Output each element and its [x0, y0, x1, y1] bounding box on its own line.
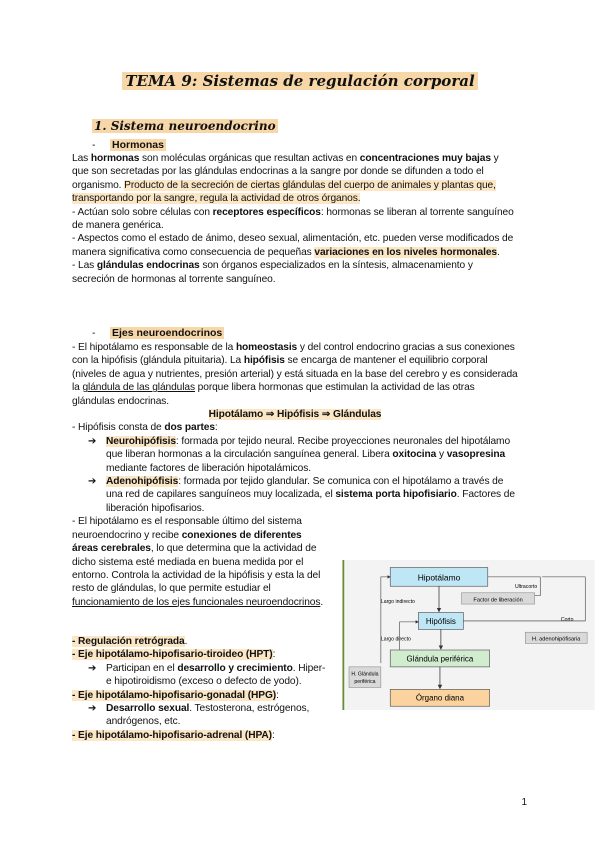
- list-regulacion: - Regulación retrógrada.: [72, 636, 188, 647]
- label-h-adenohipofisaria: H. adenohipófisaria: [532, 636, 581, 643]
- label-ultracorto: Ultracorto: [514, 584, 538, 591]
- label-largo-indirecto: Largo indirecto: [380, 599, 415, 606]
- arrow-icon: ➔: [88, 435, 97, 447]
- axis-line: Hipotálamo ⇒ Hipófisis ⇒ Glándulas: [208, 409, 382, 421]
- label-largo-directo: Largo directo: [380, 636, 411, 643]
- label-corto: Corto: [560, 616, 574, 623]
- list-item-adenohipofisis: ➔ Adenohipófisis: formada por tejido glandular. Se comunica con el hipotálamo a través de una red de capilares sanguíneos muy localizada, el sistema porta hipofisiario. Factores de liberación hipofisarios.: [88, 476, 515, 514]
- list-item-neurohipofisis: ➔ Neurohipófisis: formada por tejido neural. Recibe proyecciones neuronales del hipotálamo que liberan hormonas a la circulación sanguínea general. Libera oxitocina y vasopresina mediante factores de liberación hipotalámicos.: [88, 435, 511, 474]
- arrow-icon: ➔: [88, 476, 97, 488]
- paragraph-hipotalamo: - El hipotálamo es responsable de la homeostasis y del control endocrino gracias a sus conexiones con la hipófisis (glándula pituitaria). La hipófisis se encarga de mantener el equilibrio corporal (niveles de agua y nutrientes, presión arterial) y está situada en la base del cerebro y es considerada la glándula de las glándulas porque libera hormonas que estimulan la actividad de las otras glándulas endocrinas.: [72, 342, 518, 407]
- hormonas-section: [72, 152, 518, 286]
- label-factor-liberacion: Factor de liberación: [473, 597, 523, 604]
- label-hipotalamo: Hipotálamo: [417, 572, 461, 583]
- subheading-hormonas: - Hormonas: [92, 139, 164, 151]
- paragraph-receptores: - Actúan solo sobre células con receptores específicos: hormonas se liberan al torrente sanguíneo de manera genérica.: [72, 206, 514, 232]
- section-heading: 1. Sistema neuroendocrino: [94, 119, 276, 133]
- subheading-ejes: - Ejes neuroendocrinos: [92, 327, 223, 339]
- arrow-icon: ➔: [88, 662, 97, 674]
- label-organo-diana: Órgano diana: [415, 693, 465, 703]
- label-h-glandula: H. Glándula: [351, 671, 379, 678]
- label-periferica: periférica: [354, 678, 376, 685]
- list-item-hpg: ➔ Desarrollo sexual. Testosterona, estrógenos, andrógenos, etc.: [88, 703, 310, 728]
- list-item-hpt: ➔ Participan en el desarrollo y crecimiento. Hiper- e hipotiroidismo (exceso o defecto de yodo).: [88, 662, 326, 688]
- label-hipofisis: Hipófisis: [425, 616, 456, 626]
- neuroendocrine-diagram: [335, 560, 600, 710]
- paragraph-partes: - Hipófisis consta de dos partes:: [72, 422, 218, 434]
- paragraph-glandulas: - Las glándulas endocrinas son órganos especializados en la síntesis, almacenamiento y secreción de hormonas al torrente sanguíneo.: [72, 260, 473, 285]
- list-hpt: - Eje hipotálamo-hipofisario-tiroideo (HPT):: [72, 649, 276, 661]
- label-glandula-periferica: Glándula periférica: [406, 654, 474, 664]
- axes-list: [72, 635, 332, 742]
- arrow-icon: ➔: [88, 703, 97, 715]
- paragraph-aspectos: - Aspectos como el estado de ánimo, deseo sexual, alimentación, etc. pueden verse modificados de manera significativa como consecuencia de pequeñas variaciones en los niveles hormonales.: [72, 233, 514, 258]
- page-title: TEMA 9: Sistemas de regulación corporal: [0, 72, 600, 90]
- paragraph-responsable: - El hipotálamo es el responsable último del sistema neuroendocrino y recibe conexiones de diferentes áreas cerebrales, lo que determina que la actividad de dicho sistema esté mediada en buena medida por el entorno. Controla la actividad de la hipófisis y esta la del resto de glándulas, lo que permite estudiar el funcionamiento de los ejes funcionales neuroendocrinos.: [72, 515, 518, 609]
- list-hpg: - Eje hipotálamo-hipofisario-gonadal (HPG):: [72, 689, 279, 701]
- list-hpa: - Eje hipotálamo-hipofisario-adrenal (HPA):: [72, 729, 275, 741]
- paragraph-hormonas-definition: Las hormonas son moléculas orgánicas que resultan activas en concentraciones muy bajas y que son secretadas por las glándulas endocrinas a la sangre por donde se difunden a todo el organismo. Producto de la secreción de ciertas glándulas del cuerpo de animales y plantas que, transportando por la sangre, regula la actividad de otros órganos.: [72, 153, 499, 205]
- page-number: 1: [521, 797, 527, 808]
